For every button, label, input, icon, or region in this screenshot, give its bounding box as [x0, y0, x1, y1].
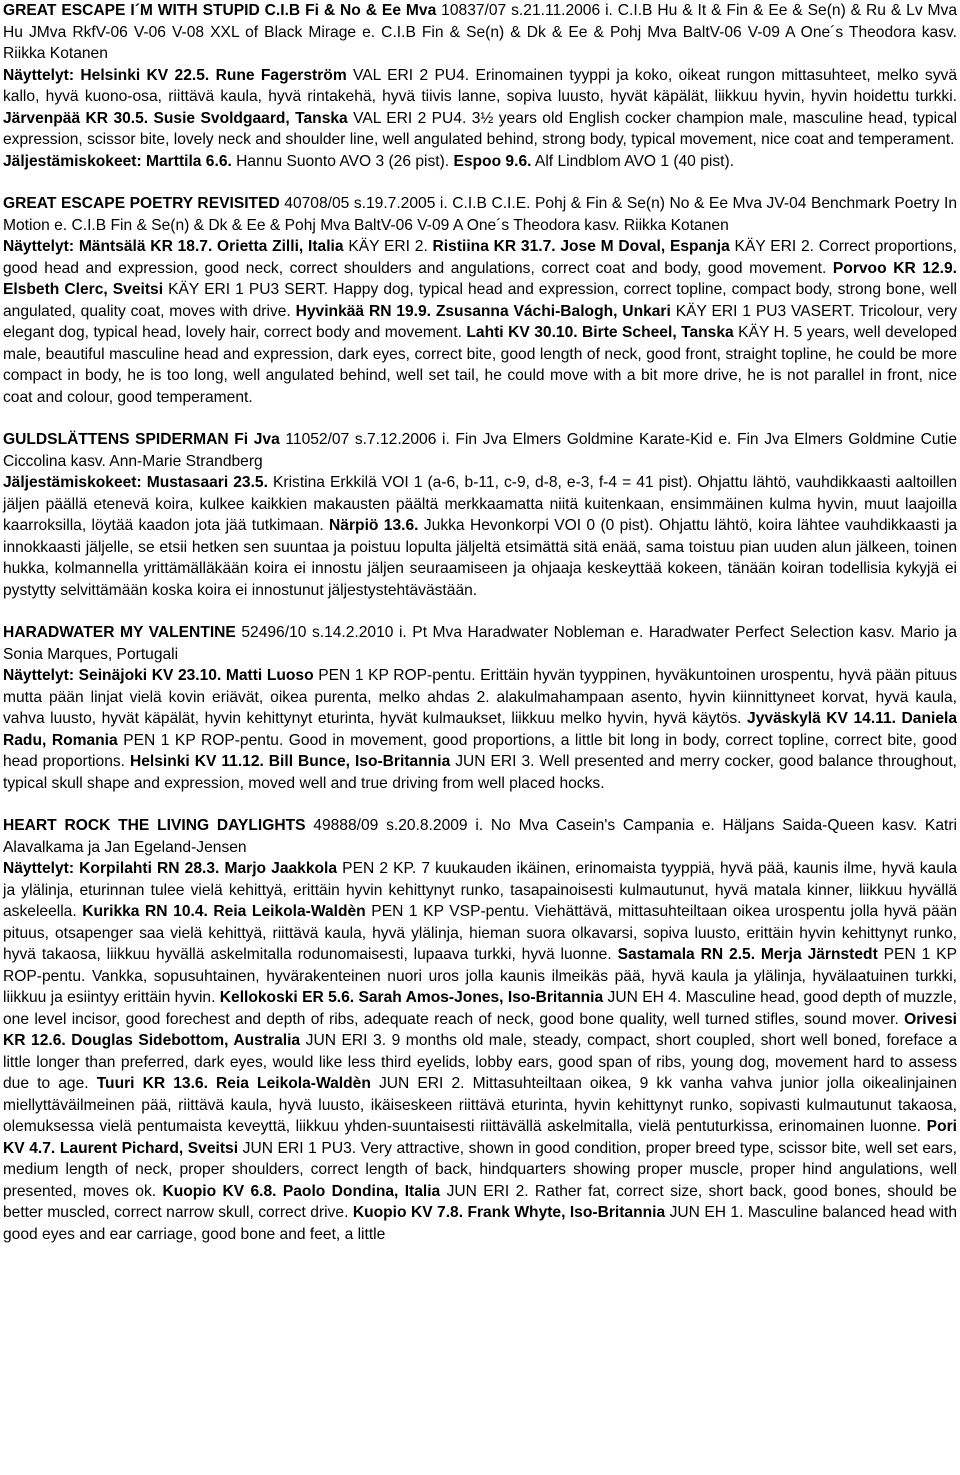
bold-run: Porvoo KR 12.9. Elsbeth Clerc, Sveitsi	[3, 259, 957, 298]
text-run: Hannu Suonto AVO 3 (26 pist).	[231, 152, 454, 170]
text-run: KÄY ERI 1 PU3 SERT. Happy dog, typical head and expression, correct topline, compact body, strong bone, well angulated, quality coat, moves with drive.	[3, 281, 957, 320]
text-run: JUN ERI 2. Rather fat, correct size, short back, good bones, should be better muscled, correct narrow skull, correct drive.	[3, 1182, 957, 1221]
entry-paragraph	[3, 193, 957, 236]
bold-run: Pori KV 4.7. Laurent Pichard, Sveitsi	[3, 1118, 957, 1157]
text-run: JUN ERI 2. Mittasuhteiltaan oikea, 9 kk vanha vahva junior jolla oikealinjainen miellyttäväilmeinen pää, riittävä kaula, hyvä luusto, ikäiseskeen riittävä eturinta, hyvin kehittynyt runko, sopivasti kulmautunut takaosa, olemuksessa vielä pentumaista keveyttä, liikkuu yhden-suuntaisesti riittävällä askelmitalla, vielä pentuturkissa, erinomainen luonne.	[3, 1075, 957, 1135]
entry-paragraph	[3, 815, 957, 858]
text-run: 49888/09 s.20.8.2009 i. No Mva Casein's Campania e. Häljans Saida-Queen kasv. Katri Alavalkama ja Jan Egeland-Jensen	[3, 817, 957, 856]
bold-run: Näyttelyt: Korpilahti RN 28.3. Marjo Jaakkola	[3, 860, 338, 877]
text-run: PEN 1 KP VSP-pentu. Viehättävä, mittasuhteiltaan oikea urospentu jolla hyvä pään pituus, otsapenger saa vielä kehittyä, riittävä kaula, hyvä ylälinja, hieman suora olkavarsi, sopiva luusto, erittäin hyvin kehittynyt runko, hyvä takaosa, liikkuu hyvällä askelmitalla rodunomaisesti, lupaava turkki, hyvä luonne.	[3, 903, 958, 963]
text-run: JUN ERI 1 PU3. Very attractive, shown in good condition, proper breed type, scissor bite, well set ears, medium length of neck, proper shoulders, correct length of back, hindquarters showing proper muscle, proper hind angulations, well presented, moves ok.	[3, 1139, 957, 1200]
text-run: JUN ERI 3. Well presented and merry cocker, good balance throughout, typical skull shape and expression, moved well and true driving from well placed hocks.	[3, 753, 957, 792]
bold-run: Lahti KV 30.10. Birte Scheel, Tanska	[466, 324, 734, 341]
bold-run: Kurikka RN 10.4. Reia Leikola-Waldèn	[82, 903, 366, 920]
bold-run: Hyvinkää RN 19.9. Zsusanna Váchi-Balogh, Unkari	[295, 302, 671, 320]
entry-paragraph	[3, 0, 957, 65]
entry-paragraph	[3, 151, 957, 173]
bold-run: Tuuri KR 13.6. Reia Leikola-Waldèn	[96, 1075, 371, 1092]
bold-run: Orivesi KR 12.6. Douglas Sidebottom, Australia	[3, 1010, 957, 1049]
text-run: Jukka Hevonkorpi VOI 0 (0 pist). Ohjattu lähtö, koira lähtee vauhdikkaasti ja innokkaasti jäljelle, se etsii hetken sen suuntaa ja poistuu lopulta jäljeltä etsimättä sitä enää, sama toistuu pian uuden alun jälkeen, toinen hukka, kolmannella yrittämälläkään koira ei innostu jäljen seuraamiseen ja ohjaaja keskeyttää kokeen, tänään koiran todellisia kykyjä ei pystytty selvittämään koska koira ei innostunut jäljestystehtävästään.	[3, 517, 957, 599]
text-run: Kristina Erkkilä VOI 1 (a-6, b-11, c-9, d-8, e-3, f-4 = 41 pist). Ohjattu lähtö, vauhdikkaasti aaltoillen jäljen päällä etenevä koira, kulkee kaikkien makausten päältä merkkaamatta niitä kuitenkaan, ensimmäinen kulma hyvin, muut laajoilla kaarroksilla, löytää kaadon jota jää tutkimaan.	[3, 474, 958, 534]
bold-run: Näyttelyt: Seinäjoki KV 23.10. Matti Luoso	[3, 667, 314, 684]
bold-run: Helsinki KV 11.12. Bill Bunce, Iso-Britannia	[129, 753, 451, 770]
dog-entry-gulslattens-spiderman	[3, 429, 957, 601]
bold-run: Järvenpää KR 30.5. Susie Svoldgaard, Tanska	[3, 109, 348, 127]
text-run: VAL ERI 2 PU4. 3½ years old English cocker champion male, masculine head, typical expression, scissor bite, lovely neck and shoulder line, well angulated behind, strong body, typical movement, nice coat and temperament.	[3, 109, 957, 148]
bold-run: Närpiö 13.6.	[329, 517, 419, 534]
text-run: PEN 1 KP ROP-pentu. Erittäin hyvän tyyppinen, hyväkuntoinen urospentu, hyvä pään pituus mutta pään linjat vielä kovin eriävät, oikea purenta, melko ahdas 2. alakulmahampaan asento, hyvin kiinnittyneet korvat, hyvä kaula, vahva luusto, hyvät käpälät, hyvin kehittynyt eturinta, hyvät kulmaukset, liikkuu melko hyvin, hyvä käytös.	[3, 667, 958, 727]
bold-run: HEART ROCK THE LIVING DAYLIGHTS	[3, 817, 306, 834]
text-run: VAL ERI 2 PU4. Erinomainen tyyppi ja koko, oikeat rungon mittasuhteet, melko syvä kallo, hyvä kuono-osa, riittävä kaula, hyvä rintakehä, hyvä tiivis lanne, sopiva luusto, hyvät käpälät, liikkuu hyvin, hyvin hoidettu turkki.	[3, 66, 957, 105]
entry-paragraph	[3, 858, 957, 1245]
text-run: 10837/07 s.21.11.2006 i. C.I.B Hu & It & Fin & Ee & Se(n) & Ru & Lv Mva Hu JMva RkfV-06 V-06 V-08 XXL of Black Mirage e. C.I.B Fin & Se(n) & Dk & Ee & Pohj Mva BaltV-06 V-09 A One´s Theodora kasv. Riikka Kotanen	[3, 2, 957, 62]
bold-run: Sastamala RN 2.5. Merja Järnstedt	[617, 946, 878, 963]
entry-paragraph	[3, 472, 957, 601]
bold-run: Jäljestämiskokeet: Marttila 6.6.	[3, 152, 232, 170]
text-run: PEN 2 KP. 7 kuukauden ikäinen, erinomaista tyyppiä, hyvä pää, kaunis ilme, hyvä kaula ja ylälinja, eturinnan tulee vielä kehittyä, erittäin hyvin kehittynyt runko, tasapainoisesti kulmautunut, hyvä matala kinner, liikkuu hyvällä askeleella.	[3, 860, 958, 920]
text-run: 11052/07 s.7.12.2006 i. Fin Jva Elmers Goldmine Karate-Kid e. Fin Jva Elmers Goldmine Cutie Ciccolina kasv. Ann-Marie Strandberg	[3, 431, 957, 470]
dog-entry-heart-rock-daylights	[3, 815, 957, 1245]
bold-run: Kuopio KV 6.8. Paolo Dondina, Italia	[162, 1182, 441, 1200]
bold-run: Näyttelyt: Helsinki KV 22.5. Rune Fagerström	[3, 66, 347, 84]
bold-run: HARADWATER MY VALENTINE	[3, 624, 236, 641]
bold-run: Jäljestämiskokeet: Mustasaari 23.5.	[3, 474, 268, 491]
text-run: JUN EH 1. Masculine balanced head with good eyes and ear carriage, good bone and feet, a little	[3, 1204, 957, 1243]
text-run: KÄY H. 5 years, well developed male, beautiful masculine head and expression, dark eyes, correct bite, good length of neck, good front, straight topline, he could be more compact in body, he is too long, well angulated behind, well set tail, he could move with a bit more drive, he is not parallel in front, nice coat and colour, good temperament.	[3, 324, 957, 406]
dog-entry-haradwater-valentine	[3, 622, 957, 794]
entry-paragraph	[3, 665, 957, 794]
text-run: 52496/10 s.14.2.2010 i. Pt Mva Haradwater Nobleman e. Haradwater Perfect Selection kasv. Mario ja Sonia Marques, Portugali	[3, 624, 957, 663]
dog-entry-great-escape-stupid	[3, 0, 957, 172]
text-run: JUN ERI 3. 9 months old male, steady, compact, short coupled, short well boned, foreface a little longer than preferred, dark eyes, would like less third eyelids, lobby ears, good span of ribs, young dog, movement hard to assess due to age.	[3, 1032, 957, 1092]
bold-run: GREAT ESCAPE POETRY REVISITED	[3, 195, 280, 212]
bold-run: GREAT ESCAPE I´M WITH STUPID C.I.B Fi & No & Ee Mva	[3, 2, 437, 19]
entry-paragraph	[3, 622, 957, 665]
text-run: KÄY ERI 2.	[343, 238, 433, 255]
bold-run: Ristiina KR 31.7. Jose M Doval, Espanja	[432, 238, 730, 255]
text-run: KÄY ERI 2. Correct proportions, good head and expression, good neck, correct shoulders and angulations, correct coat and body, good movement.	[3, 238, 958, 277]
bold-run: GULDSLÄTTENS SPIDERMAN Fi Jva	[3, 431, 280, 448]
text-run: 40708/05 s.19.7.2005 i. C.I.B C.I.E. Pohj & Fin & Se(n) No & Ee Mva JV-04 Benchmark Poetry In Motion e. C.I.B Fin & Se(n) & Dk & Ee & Pohj Mva BaltV-06 V-09 A One´s Theodora kasv. Riikka Kotanen	[3, 195, 957, 234]
bold-run: Kellokoski ER 5.6. Sarah Amos-Jones, Iso-Britannia	[219, 989, 604, 1006]
entry-paragraph	[3, 429, 957, 472]
text-run: JUN EH 4. Masculine head, good depth of muzzle, one level incisor, good forechest and depth of ribs, adequate reach of neck, good bone quality, well turned stifles, sound mover.	[3, 989, 957, 1028]
text-run: Alf Lindblom AVO 1 (40 pist).	[531, 152, 734, 170]
bold-run: Näyttelyt: Mäntsälä KR 18.7. Orietta Zilli, Italia	[3, 238, 344, 255]
dog-entry-great-escape-poetry	[3, 193, 957, 408]
bold-run: Jyväskylä KV 14.11. Daniela Radu, Romania	[3, 710, 957, 749]
entry-paragraph	[3, 65, 957, 151]
bold-run: Espoo 9.6.	[453, 152, 532, 170]
entry-paragraph	[3, 236, 957, 408]
text-run: PEN 1 KP ROP-pentu. Vankka, sopusuhtainen, hyvärakenteinen nuori uros jolla kaunis ilmeikäs pää, hyvä kaula ja ylälinja, hyvälaatuinen turkki, liikkuu ja esiintyy erittäin hyvin.	[3, 946, 957, 1006]
text-run: KÄY ERI 1 PU3 VASERT. Tricolour, very elegant dog, typical head, lovely hair, correct body and movement.	[3, 302, 957, 341]
bold-run: Kuopio KV 7.8. Frank Whyte, Iso-Britannia	[352, 1204, 666, 1221]
text-run: PEN 1 KP ROP-pentu. Good in movement, good proportions, a little bit long in body, correct topline, correct bite, good head proportions.	[3, 731, 957, 770]
